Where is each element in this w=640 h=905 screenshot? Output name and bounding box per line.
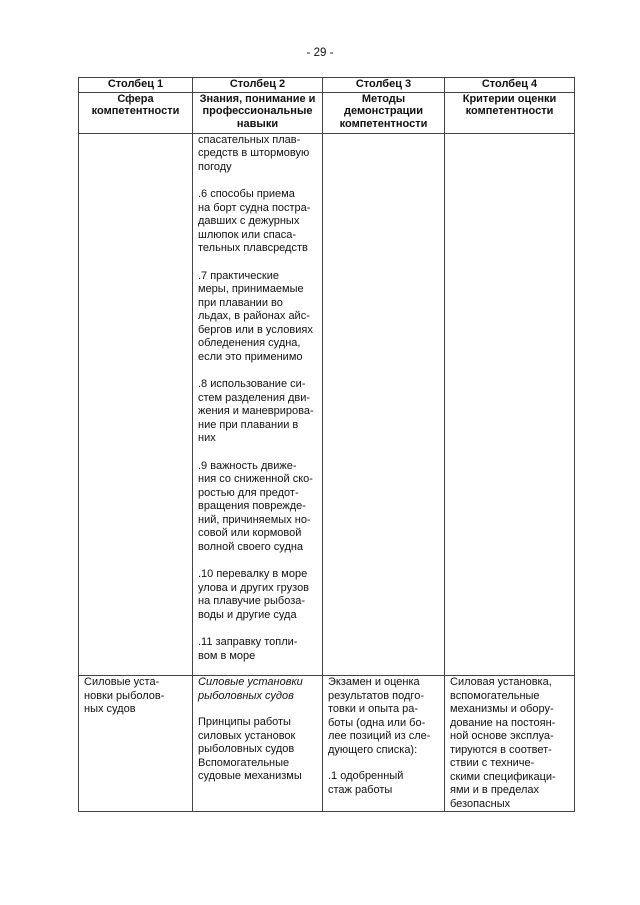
row1-col1-cell [79,133,193,676]
row2-col4-cell: Силовая установка, вспомогательные механизмы и обору- дование на постоян- ной основе эксплуа- тируются в соответ- ствии с техниче- скими спецификаци- ями и в пределах безопасных [445,676,575,812]
list-item: .11 заправку топли- вом в море [198,636,298,662]
row1-col2-cell [193,133,323,676]
column-header-row [79,92,575,133]
column-header-2: Знания, понимание и профессиональные навыки [193,92,323,133]
row2-col1-cell: Силовые уста- новки рыболов- ных судов [79,676,193,812]
column-header-4: Критерии оценки компетентности [445,92,575,133]
row1-col4-cell [445,133,575,676]
row2-col3-cell: Экзамен и оценка результатов подго- товки и опыта ра- боты (одна или бо- лее позиций из сле- дующего списка): .1 одобренный стаж работы [323,676,445,812]
row2-col2-cell: Силовые установки рыболовных судов Принципы работы силовых установок рыболовных судов Вспомогательные судовые механизмы [193,676,323,812]
column-number-row [79,78,575,93]
list-item: .9 важность движе- ния со сниженной ско- ростью для предот- вращения поврежде- ний, причиняемых но- совой или кормовой волной своего судна [198,459,313,553]
list-item: спасательных плав- средств в штормовую погоду [198,133,310,173]
list-item: .7 практические меры, принимаемые при плавании во льдах, в районах айс- бергов или в условиях обледенения судна, если это применимо [198,269,313,363]
list-item: .6 способы приема на борт судна постра- давших с дежурных шлюпок или спаса- тельных плавсредств [198,188,311,254]
column-number-2: Столбец 2 [193,78,323,93]
table-row [79,676,575,812]
section-title: рыболовных судов [198,689,294,702]
list-item: .10 перевалку в море улова и других грузов на плавучие рыбоза- воды и другие суда [198,568,310,621]
column-header-1: Сфера компетентности [79,92,193,133]
list-item: .8 использование си- стем разделения дви- жения и маневрирова- ние при плавании в них [198,378,314,444]
column-number-3: Столбец 3 [323,78,445,93]
row1-col3-cell [323,133,445,676]
section-title: Силовые установки [198,676,303,688]
column-header-3: Методы демонстрации компетентности [323,92,445,133]
column-number-1: Столбец 1 [79,78,193,93]
competence-table [78,77,575,812]
table-row [79,133,575,676]
page-number: - 29 - [306,47,334,59]
column-number-4: Столбец 4 [445,78,575,93]
